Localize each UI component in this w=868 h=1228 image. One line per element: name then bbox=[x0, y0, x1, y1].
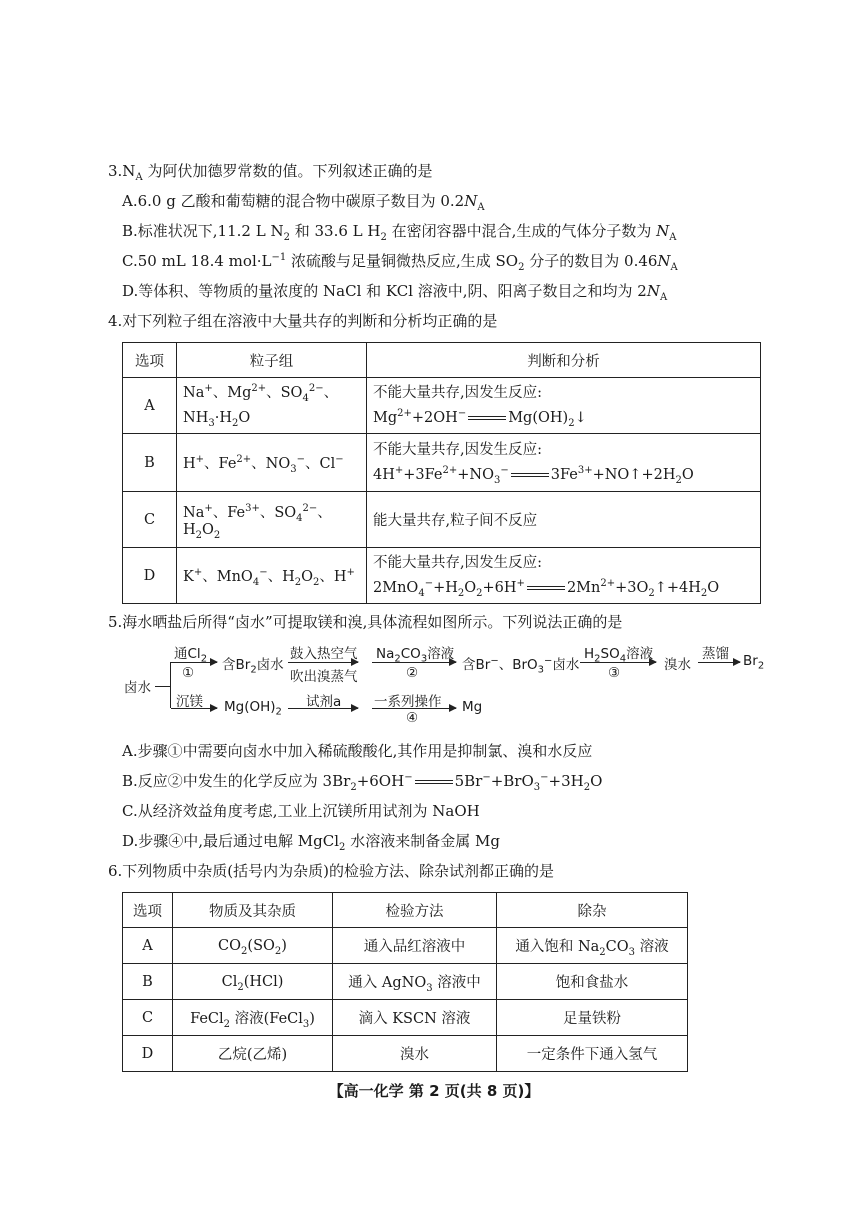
test-cell: 滴入 KSCN 溶液 bbox=[333, 1000, 497, 1036]
table-row bbox=[123, 1000, 688, 1036]
flow-step-b3-label: ④ bbox=[406, 710, 419, 726]
flow-arrow bbox=[288, 708, 358, 709]
particles-cell: K+、MnO$_4$−、$H_2O_2$、H+ bbox=[177, 548, 367, 604]
analysis-cell: 不能大量共存,因发生反应: $4H^++3Fe^{2+}+NO_3^-$ $3Fe^{3+}+NO↑+2H_2O$ bbox=[367, 434, 761, 492]
flow-step-3-reagent: $Na_2CO_3$溶液 bbox=[376, 646, 455, 665]
substance-cell: FeCl$_2$ 溶液(FeCl$_3$) bbox=[173, 1000, 333, 1036]
analysis-cell: 不能大量共存,因发生反应: $2MnO_4^-+H_2O_2+6H^+$ $2Mn^{2+}+3O_2↑+4H_2O$ bbox=[367, 548, 761, 604]
header-cell: 除杂 bbox=[497, 893, 688, 928]
flow-step-4-reagent: $H_2SO_4$溶液 bbox=[584, 646, 654, 665]
table-row bbox=[123, 928, 688, 964]
option-cell: C bbox=[123, 1000, 173, 1036]
header-cell: 粒子组 bbox=[177, 343, 367, 378]
flow-arrow bbox=[288, 662, 358, 663]
header-cell: 选项 bbox=[123, 893, 173, 928]
flow-step-1-label: ① bbox=[182, 665, 195, 681]
q5-option-a: A.步骤①中需要向卤水中加入稀硫酸酸化,其作用是抑制氯、溴和水反应 bbox=[122, 742, 593, 760]
q3-option-d: D.等体积、等物质的量浓度的 NaCl 和 KCl 溶液中,阴、阳离子数目之和均为 $2N_A$ bbox=[122, 282, 668, 303]
flow-product-4: $Br_2$ bbox=[743, 653, 765, 672]
q5-option-c: C.从经济效益角度考虑,工业上沉镁所用试剂为 NaOH bbox=[122, 802, 480, 820]
flow-step-3-label: ② bbox=[406, 665, 419, 681]
remove-cell: 通入饱和 $Na_2CO_3$ 溶液 bbox=[497, 928, 688, 964]
q3-option-a: A.6.0 g 乙酸和葡萄糖的混合物中碳原子数目为 $0.2N_A$ bbox=[122, 192, 485, 213]
header-cell: 选项 bbox=[123, 343, 177, 378]
q6-table bbox=[122, 892, 688, 1072]
test-cell: 通入 AgNO$_3$ 溶液中 bbox=[333, 964, 497, 1000]
option-cell: D bbox=[123, 548, 177, 604]
flow-arrow bbox=[171, 708, 217, 709]
q3-option-c: C.50 mL 18.4 $mol\cdot L^{-1}$ 浓硫酸与足量铜微热反应,生成 $SO_2$ 分子的数目为 $0.46N_A$ bbox=[122, 252, 678, 273]
option-cell: A bbox=[123, 928, 173, 964]
table-row bbox=[123, 492, 761, 548]
option-cell: C bbox=[123, 492, 177, 548]
q5-stem: 5.海水晒盐后所得“卤水”可提取镁和溴,具体流程如图所示。下列说法正确的是 bbox=[108, 613, 623, 631]
q5-option-d: D.步骤④中,最后通过电解 MgCl$_2$ 水溶液来制备金属 Mg bbox=[122, 832, 500, 853]
flow-start: 卤水 bbox=[124, 680, 151, 696]
table-row bbox=[123, 964, 688, 1000]
table-header-row bbox=[123, 893, 688, 928]
flow-step-1-reagent: 通$Cl_2$ bbox=[174, 646, 208, 665]
table-row bbox=[123, 548, 761, 604]
substance-cell: $Cl_2(HCl)$ bbox=[173, 964, 333, 1000]
particles-cell: Na+、$Mg^{2+}$、$SO_4^{2-}$、 $NH_3\cdot H_2O$ bbox=[177, 378, 367, 434]
table-row bbox=[123, 1036, 688, 1072]
flow-step-2-note: 吹出溴蒸气 bbox=[290, 669, 358, 685]
flow-step-b1-reagent: 沉镁 bbox=[176, 694, 203, 710]
option-cell: A bbox=[123, 378, 177, 434]
remove-cell: 饱和食盐水 bbox=[497, 964, 688, 1000]
q4-table bbox=[122, 342, 761, 604]
remove-cell: 一定条件下通入氢气 bbox=[497, 1036, 688, 1072]
remove-cell: 足量铁粉 bbox=[497, 1000, 688, 1036]
particles-cell: H+、$Fe^{2+}$、$NO_3^-$、Cl− bbox=[177, 434, 367, 492]
q5-option-b: B.反应②中发生的化学反应为 $3Br_2+6OH^-$ $5Br^-+BrO_3^-+3H_2O$ bbox=[122, 772, 603, 793]
flow-product-b1: $Mg(OH)_2$ bbox=[224, 699, 282, 718]
substance-cell: 乙烷(乙烯) bbox=[173, 1036, 333, 1072]
flow-step-4-label: ③ bbox=[608, 665, 621, 681]
flow-step-2-reagent: 鼓入热空气 bbox=[290, 646, 358, 662]
header-cell: 检验方法 bbox=[333, 893, 497, 928]
particles-cell: Na+、$Fe^{3+}$、$SO_4^{2-}$、$H_2O_2$ bbox=[177, 492, 367, 548]
analysis-cell: 不能大量共存,因发生反应: $Mg^{2+}+2OH^-$ $Mg(OH)_2↓$ bbox=[367, 378, 761, 434]
table-row bbox=[123, 378, 761, 434]
q6-stem: 6.下列物质中杂质(括号内为杂质)的检验方法、除杂试剂都正确的是 bbox=[108, 862, 555, 880]
flow-arrow bbox=[698, 662, 740, 663]
flow-connector bbox=[170, 662, 171, 708]
flow-step-b3-reagent: 一系列操作 bbox=[374, 694, 442, 710]
option-cell: D bbox=[123, 1036, 173, 1072]
flow-step-5-reagent: 蒸馏 bbox=[702, 646, 729, 662]
test-cell: 通入品红溶液中 bbox=[333, 928, 497, 964]
flow-connector bbox=[155, 686, 171, 687]
q4-stem: 4.对下列粒子组在溶液中大量共存的判断和分析均正确的是 bbox=[108, 312, 498, 330]
substance-cell: $CO_2(SO_2)$ bbox=[173, 928, 333, 964]
table-header-row bbox=[123, 343, 761, 378]
flow-product-b2: Mg bbox=[462, 699, 483, 715]
flow-arrow bbox=[171, 662, 217, 663]
flow-product-2: 含Br−、BrO$_3$−卤水 bbox=[462, 655, 580, 676]
header-cell: 物质及其杂质 bbox=[173, 893, 333, 928]
flow-product-1: 含$Br_2$卤水 bbox=[222, 657, 284, 676]
analysis-cell: 能大量共存,粒子间不反应 bbox=[367, 492, 761, 548]
flow-arrow bbox=[372, 662, 456, 663]
test-cell: 溴水 bbox=[333, 1036, 497, 1072]
q3-option-b: B.标准状况下,11.2 L $N_2$ 和 33.6 L $H_2$ 在密闭容器中混合,生成的气体分子数为 $N_A$ bbox=[122, 222, 677, 243]
flow-product-3: 溴水 bbox=[664, 657, 691, 673]
header-cell: 判断和分析 bbox=[367, 343, 761, 378]
q3-stem: $3.N_A$ 为阿伏加德罗常数的值。下列叙述正确的是 bbox=[108, 162, 433, 183]
flow-arrow bbox=[372, 708, 456, 709]
flow-arrow bbox=[580, 662, 656, 663]
flow-step-b2-reagent: 试剂a bbox=[306, 694, 342, 710]
option-cell: B bbox=[123, 434, 177, 492]
table-row bbox=[123, 434, 761, 492]
option-cell: B bbox=[123, 964, 173, 1000]
page-footer: 【高一化学 第 2 页(共 8 页)】 bbox=[328, 1082, 540, 1100]
